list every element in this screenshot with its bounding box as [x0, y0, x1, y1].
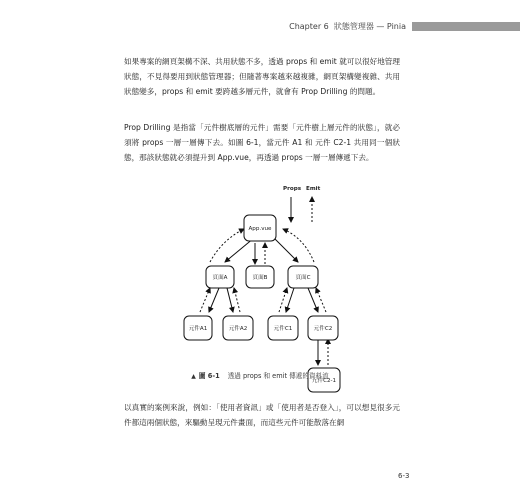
- node-component-a2: [223, 316, 253, 340]
- page-number: 6-3: [398, 472, 410, 480]
- edge-props-app-pagea: [225, 238, 254, 262]
- edge-props-pagea-a2: [227, 288, 233, 312]
- legend-props-label: Props: [283, 186, 302, 192]
- figure-caption: [0, 370, 520, 380]
- edge-props-app-pagec: [274, 238, 298, 262]
- paragraph-intro: 如果專案的網頁架構不深、共用狀態不多，透過 props 和 emit 就可以很好地管理狀態，不見得要用到狀態管理器；但隨著專案越來越複雜，網頁架構變複雜、共用狀態變多，props 和 emit 要跨越多層元件，就會有 Prop Drilling 的問題。: [124, 57, 400, 96]
- edge-emit-pagea-app: [210, 229, 244, 262]
- edge-emit-c2-pagec: [316, 288, 326, 312]
- figure-caption-text: 透過 props 和 emit 傳遞的資料流: [227, 372, 329, 380]
- svg-text:頁面A: 頁面A: [212, 275, 228, 281]
- figure-number: 圖 6-1: [198, 372, 220, 380]
- edge-emit-pagec-app: [283, 229, 314, 262]
- svg-text:元件C2: 元件C2: [313, 326, 333, 332]
- edge-emit-a1-pagea: [200, 288, 210, 312]
- node-page-b: [246, 266, 274, 288]
- node-component-a1: [184, 316, 212, 340]
- paragraph-prop-drilling: Prop Drilling 是指當「元件樹底層的元件」需要「元件樹上層元件的狀態」，就必須將 props 一層一層傳下去。如圖 6-1，當元件 A1 和 元件 C2-1 共用同一個狀態，那該狀態就必須提升到 App.vue，再透過 props 一層一層傳遞下去。: [124, 123, 400, 162]
- node-component-c2: [308, 316, 338, 340]
- triangle-up-icon: ▲: [191, 373, 196, 380]
- svg-text:頁面C: 頁面C: [295, 275, 311, 281]
- chapter-title: 狀態管理器 — Pinia: [333, 21, 406, 31]
- node-page-c: [288, 266, 318, 288]
- edge-emit-a2-pagea: [234, 288, 240, 312]
- svg-text:元件C2-1: 元件C2-1: [311, 378, 337, 384]
- node-page-a: [206, 266, 234, 288]
- legend-emit-label: Emit: [306, 186, 321, 192]
- edge-props-pagec-c1: [286, 288, 294, 312]
- edge-emit-c1-pagec: [279, 288, 287, 312]
- node-app-vue: [244, 215, 276, 241]
- edge-props-pagea-a1: [209, 288, 219, 312]
- edge-props-pagec-c2: [308, 288, 318, 312]
- paragraph-real-case: 以真實的案例來說，例如：「使用者資訊」或「使用者是否登入」，可以想見很多元件都這兩個狀態，來驅動呈現元件畫面，而這些元件可能散落在網: [124, 403, 400, 427]
- svg-text:元件A1: 元件A1: [188, 326, 208, 332]
- svg-text:元件C1: 元件C1: [273, 326, 293, 332]
- node-component-c1: [268, 316, 298, 340]
- chapter-label: Chapter 6 狀態管理器 — Pinia: [289, 21, 406, 31]
- svg-text:元件A2: 元件A2: [228, 326, 248, 332]
- svg-text:App.vue: App.vue: [248, 226, 272, 232]
- svg-text:頁面B: 頁面B: [252, 275, 268, 281]
